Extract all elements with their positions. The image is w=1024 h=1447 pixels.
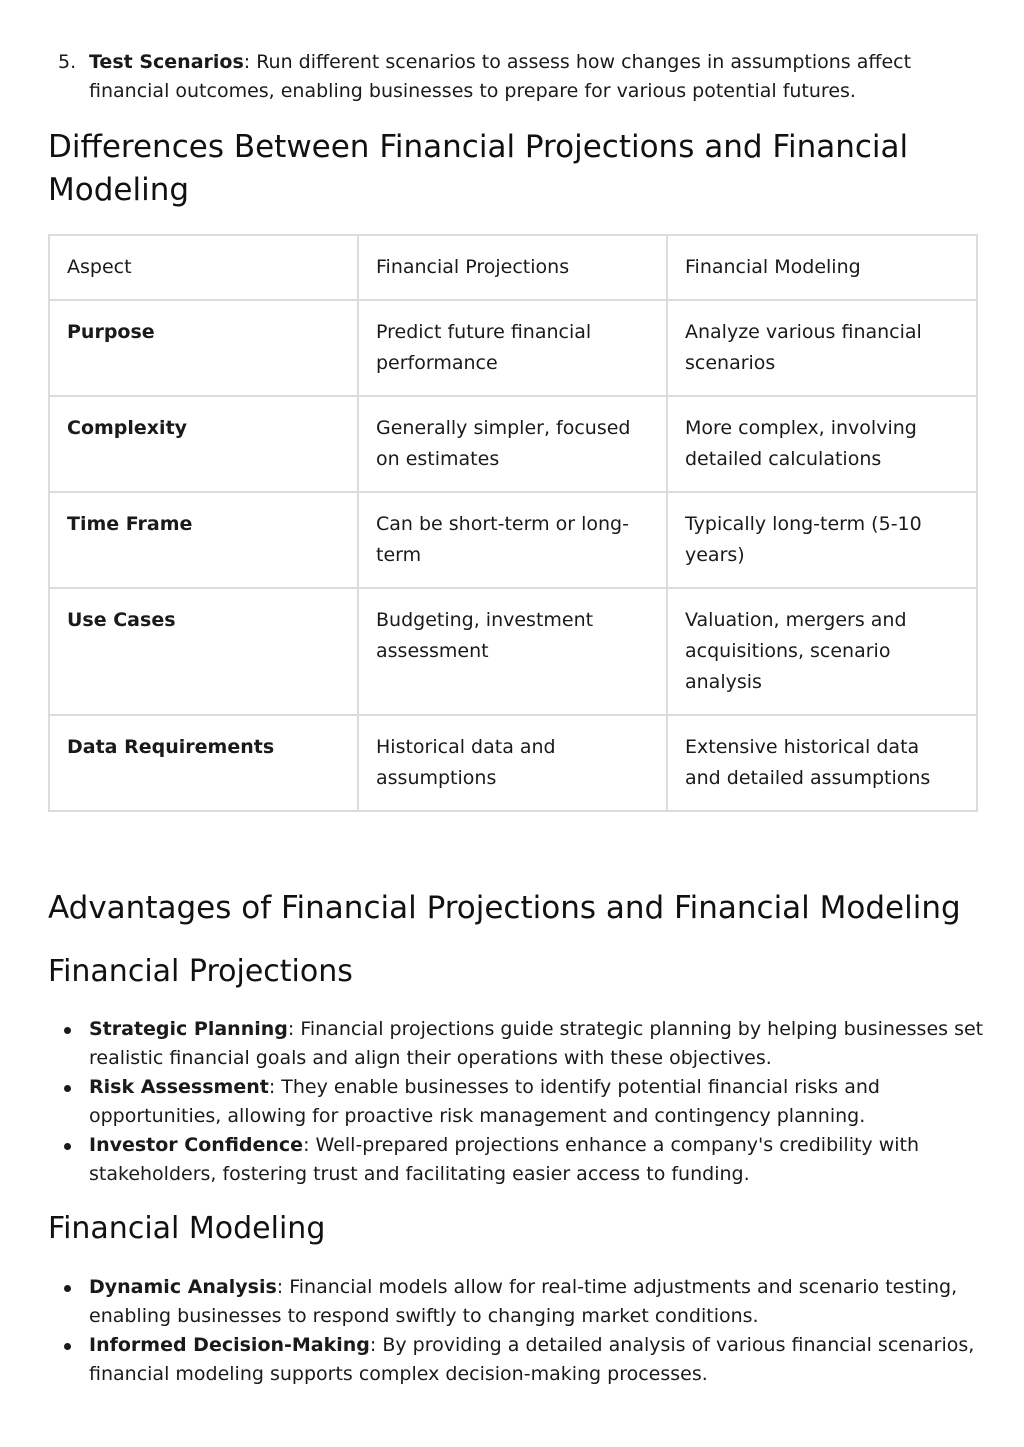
projections-subheading: Financial Projections [48, 954, 353, 989]
table-cell: More complex, involving detailed calculations [667, 396, 977, 492]
table-row [49, 588, 977, 715]
modeling-bullet-list [48, 1273, 984, 1389]
table-row [49, 492, 977, 588]
table-cell-aspect: Complexity [49, 396, 358, 492]
list-item-body: : Financial models allow for real-time adjustments and scenario testing, enabling businesses to respond swiftly to changing market conditions. [89, 1276, 958, 1327]
differences-heading: Differences Between Financial Projections and Financial Modeling [48, 129, 909, 208]
table-cell-aspect: Use Cases [49, 588, 358, 715]
bullet-icon [64, 1285, 71, 1292]
list-item-title: Test Scenarios [89, 51, 244, 73]
comparison-table [48, 234, 978, 812]
list-item-body: : By providing a detailed analysis of various financial scenarios, financial modeling supports complex decision-making processes. [89, 1334, 975, 1385]
numbered-list-item [48, 48, 978, 106]
list-item-body: : Well-prepared projections enhance a company's credibility with stakeholders, fostering trust and facilitating easier access to funding. [89, 1134, 920, 1185]
list-item-title: Risk Assessment [89, 1076, 269, 1098]
list-item-body: : Run different scenarios to assess how changes in assumptions affect financial outcomes, enabling businesses to prepare for various potential futures. [89, 51, 912, 102]
table-cell: Valuation, mergers and acquisitions, scenario analysis [667, 588, 977, 715]
table-cell: Can be short-term or long-term [358, 492, 667, 588]
bullet-icon [64, 1085, 71, 1092]
table-cell: Typically long-term (5-10 years) [667, 492, 977, 588]
list-item [48, 1131, 984, 1189]
list-item [48, 1273, 984, 1331]
table-row [49, 300, 977, 396]
table-cell: Historical data and assumptions [358, 715, 667, 811]
projections-bullet-list [48, 1015, 984, 1189]
list-item-body: : They enable businesses to identify potential financial risks and opportunities, allowing for proactive risk management and contingency planning. [89, 1076, 880, 1127]
modeling-subheading: Financial Modeling [48, 1211, 326, 1246]
list-item-title: Informed Decision-Making [89, 1334, 370, 1356]
list-item-body: : Financial projections guide strategic planning by helping businesses set realistic financial goals and align their operations with these objectives. [89, 1018, 984, 1069]
table-cell-aspect: Data Requirements [49, 715, 358, 811]
bullet-icon [64, 1027, 71, 1034]
list-item-text [89, 48, 978, 106]
table-header-cell: Aspect [49, 235, 358, 300]
table-row [49, 715, 977, 811]
list-item-title: Investor Confidence [89, 1134, 304, 1156]
bullet-icon [64, 1343, 71, 1350]
table-header-cell: Financial Modeling [667, 235, 977, 300]
table-row [49, 396, 977, 492]
table-cell-aspect: Time Frame [49, 492, 358, 588]
table-cell: Budgeting, investment assessment [358, 588, 667, 715]
list-item-title: Dynamic Analysis [89, 1276, 277, 1298]
table-cell: Generally simpler, focused on estimates [358, 396, 667, 492]
bullet-icon [64, 1143, 71, 1150]
table-header-cell: Financial Projections [358, 235, 667, 300]
list-item-title: Strategic Planning [89, 1018, 288, 1040]
list-item [48, 1015, 984, 1073]
table-cell: Analyze various financial scenarios [667, 300, 977, 396]
list-number: 5. [58, 51, 77, 73]
list-item [48, 1331, 984, 1389]
list-item [48, 1073, 984, 1131]
table-cell: Predict future financial performance [358, 300, 667, 396]
advantages-heading: Advantages of Financial Projections and Financial Modeling [48, 890, 961, 926]
table-cell: Extensive historical data and detailed assumptions [667, 715, 977, 811]
table-header-row [49, 235, 977, 300]
table-cell-aspect: Purpose [49, 300, 358, 396]
